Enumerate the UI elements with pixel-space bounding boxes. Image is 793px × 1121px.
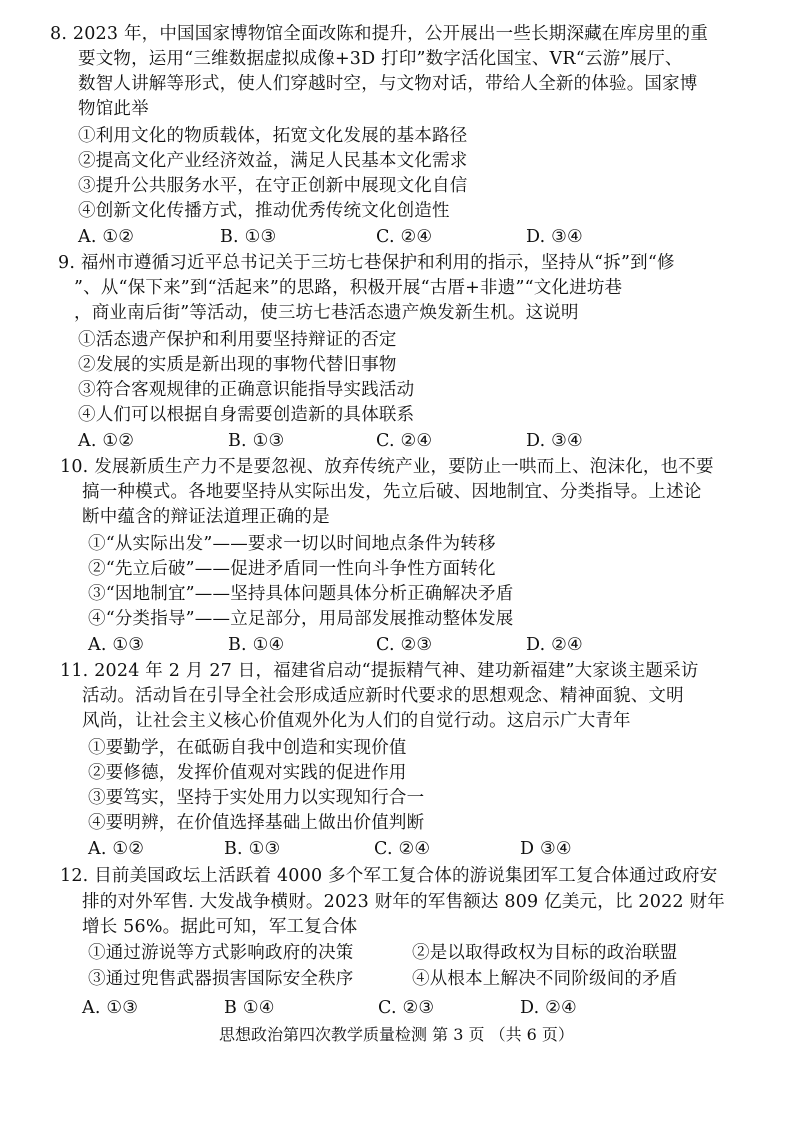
q12-statement-4: ④从根本上解决不同阶级间的矛盾 xyxy=(412,969,678,989)
q12-statement-1: ①通过游说等方式影响政府的决策 xyxy=(88,943,354,963)
q11-option-d[interactable]: D ③④ xyxy=(520,839,572,859)
q10-statement-3: ③“因地制宜”——坚持具体问题具体分析正确解决矛盾 xyxy=(88,584,514,604)
q11-statement-1: ①要勤学，在砥砺自我中创造和实现价值 xyxy=(88,738,407,758)
page-footer: 思想政治第四次教学质量检测 第 3 页 （共 6 页） xyxy=(219,1025,574,1044)
q9-line-1: 9. 福州市遵循习近平总书记关于三坊七巷保护和利用的指示，坚持从“拆”到“修 xyxy=(58,253,675,273)
q10-statement-4: ④“分类指导”——立足部分，用局部发展推动整体发展 xyxy=(88,609,514,629)
q8-statement-3: ③提升公共服务水平，在守正创新中展现文化自信 xyxy=(78,176,468,196)
q11-statement-2: ②要修德，发挥价值观对实践的促进作用 xyxy=(88,763,407,783)
q8-line-4: 物馆此举 xyxy=(78,99,149,119)
q9-option-b[interactable]: B. ①③ xyxy=(228,431,285,451)
q8-statement-4: ④创新文化传播方式，推动优秀传统文化创造性 xyxy=(78,201,450,221)
q11-option-c[interactable]: C. ②④ xyxy=(374,839,431,859)
q12-option-a[interactable]: A. ①③ xyxy=(82,998,139,1018)
q8-option-c[interactable]: C. ②④ xyxy=(376,227,433,247)
q12-statement-2: ②是以取得政权为目标的政治联盟 xyxy=(412,943,678,963)
q8-option-d[interactable]: D. ③④ xyxy=(526,227,583,247)
q10-line-3: 断中蕴含的辩证法道理正确的是 xyxy=(82,507,330,527)
q9-line-3: ，商业南后街”等活动，使三坊七巷活态遗产焕发新生机。这说明 xyxy=(74,303,579,323)
q11-statement-3: ③要笃实，坚持于实处用力以实现知行合一 xyxy=(88,788,425,808)
q12-line-2: 排的对外军售. 大发战争横财。2023 财年的军售额达 809 亿美元，比 2022 财年 xyxy=(82,892,725,912)
q11-line-2: 活动。活动旨在引导全社会形成适应新时代要求的思想观念、精神面貌、文明 xyxy=(82,686,684,706)
q12-statement-3: ③通过兜售武器损害国际安全秩序 xyxy=(88,969,354,989)
q8-statement-2: ②提高文化产业经济效益，满足人民基本文化需求 xyxy=(78,151,468,171)
q11-statement-4: ④要明辨，在价值选择基础上做出价值判断 xyxy=(88,813,425,833)
q11-line-3: 风尚，让社会主义核心价值观外化为人们的自觉行动。这启示广大青年 xyxy=(82,711,631,731)
q12-line-1: 12. 目前美国政坛上活跃着 4000 多个军工复合体的游说集团军工复合体通过政府安 xyxy=(60,866,718,886)
q9-line-2: ”、从“保下来”到“活起来”的思路，积极开展“古厝+非遗”“文化进坊巷 xyxy=(74,278,623,298)
q11-line-1: 11. 2024 年 2 月 27 日，福建省启动“提振精气神、建功新福建”大家谈主题采访 xyxy=(60,661,699,681)
q9-option-c[interactable]: C. ②④ xyxy=(376,431,433,451)
q8-line-1: 8. 2023 年，中国国家博物馆全面改陈和提升，公开展出一些长期深藏在库房里的重 xyxy=(50,24,709,44)
q10-statement-2: ②“先立后破”——促进矛盾同一性向斗争性方面转化 xyxy=(88,559,496,579)
q8-option-a[interactable]: A. ①② xyxy=(78,227,135,247)
q11-option-a[interactable]: A. ①② xyxy=(88,839,145,859)
q11-option-b[interactable]: B. ①③ xyxy=(224,839,281,859)
q9-option-d[interactable]: D. ③④ xyxy=(526,431,583,451)
q12-option-d[interactable]: D. ②④ xyxy=(520,998,577,1018)
q8-statement-1: ①利用文化的物质载体，拓宽文化发展的基本路径 xyxy=(78,126,468,146)
q10-option-a[interactable]: A. ①③ xyxy=(88,635,145,655)
q8-line-3: 数智人讲解等形式，使人们穿越时空，与文物对话，带给人全新的体验。国家博 xyxy=(78,74,698,94)
q12-option-b[interactable]: B ①④ xyxy=(224,998,275,1018)
q10-line-1: 10. 发展新质生产力不是要忽视、放弃传统产业，要防止一哄而上、泡沫化，也不要 xyxy=(60,457,714,477)
q9-statement-4: ④人们可以根据自身需要创造新的具体联系 xyxy=(78,405,415,425)
q10-option-b[interactable]: B. ①④ xyxy=(228,635,285,655)
q9-statement-1: ①活态遗产保护和利用要坚持辩证的否定 xyxy=(78,330,397,350)
q10-option-c[interactable]: C. ②③ xyxy=(376,635,433,655)
q10-option-d[interactable]: D. ②④ xyxy=(526,635,583,655)
q8-line-2: 要文物，运用“三维数据虚拟成像+3D 打印”数字活化国宝、VR“云游”展厅、 xyxy=(78,49,683,69)
q9-option-a[interactable]: A. ①② xyxy=(78,431,135,451)
q12-option-c[interactable]: C. ②③ xyxy=(378,998,435,1018)
q10-statement-1: ①“从实际出发”——要求一切以时间地点条件为转移 xyxy=(88,534,496,554)
q8-option-b[interactable]: B. ①③ xyxy=(220,227,277,247)
q9-statement-3: ③符合客观规律的正确意识能指导实践活动 xyxy=(78,380,415,400)
q10-line-2: 搞一种模式。各地要坚持从实际出发，先立后破、因地制宜、分类指导。上述论 xyxy=(82,482,702,502)
q9-statement-2: ②发展的实质是新出现的事物代替旧事物 xyxy=(78,355,397,375)
q12-line-3: 增长 56%。据此可知，军工复合体 xyxy=(82,917,358,937)
